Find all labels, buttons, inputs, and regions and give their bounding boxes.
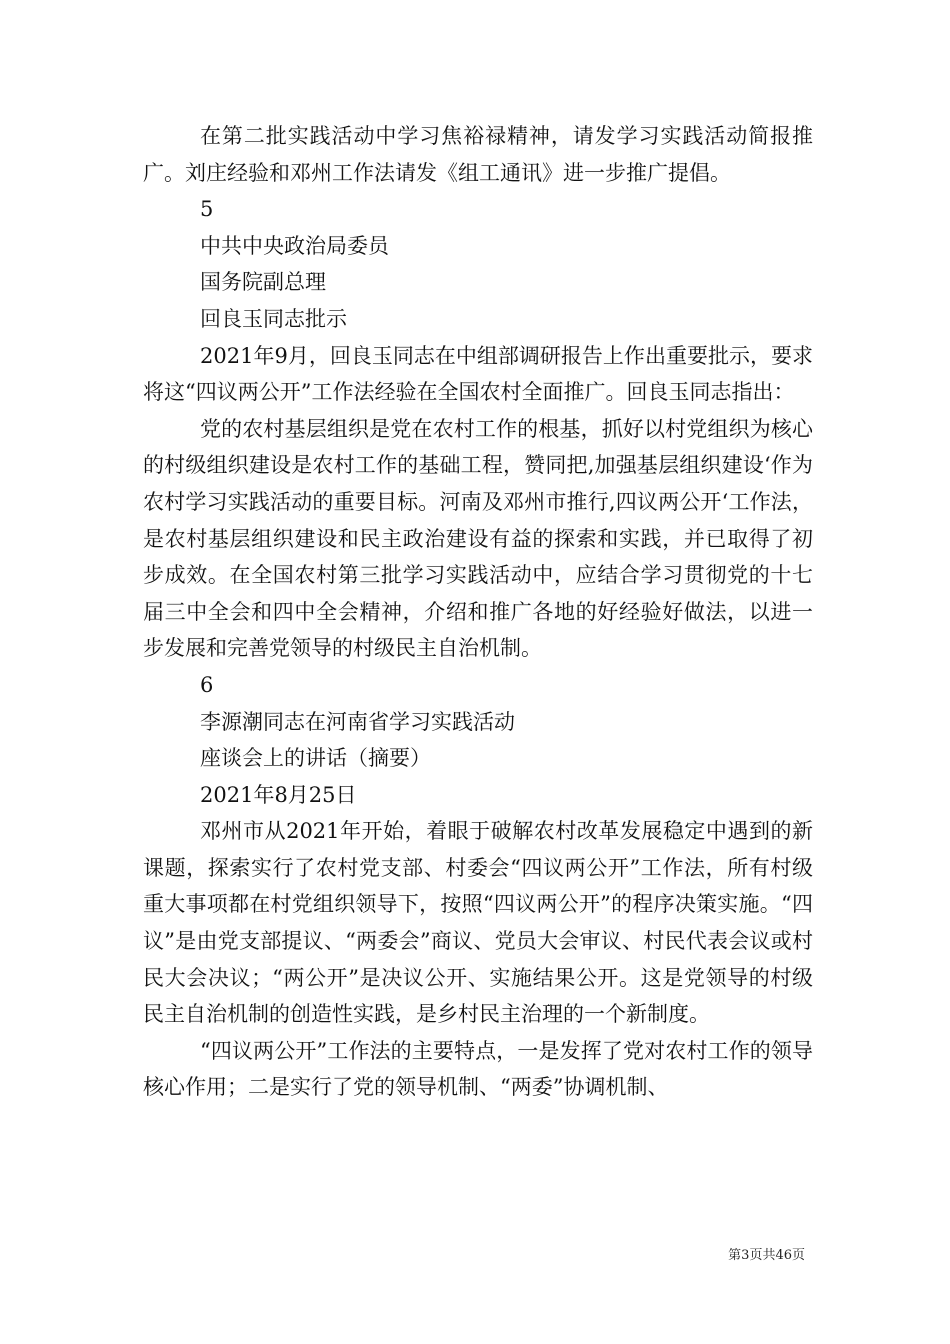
section-heading-instruction: 回良玉同志批示 bbox=[200, 306, 347, 331]
paragraph-dengzhou-method: 邓州市从2021年开始，着眼于破解农村改革发展稳定中遇到的新课题，探索实行了农村党支部、村委会“四议两公开”工作法，所有村级重大事项都在村党组织领导下，按照“四议两公开”的程序决策实施。“四议”是由党支部提议、“两委会”商议、党员大会审议、村民代表会议或村民大会决议；“两公开”是决议公开、实施结果公开。这是党领导的村级民主自治机制的创造性实践，是乡村民主治理的一个新制度。 bbox=[143, 819, 813, 1027]
section-heading-speech-subtitle: 座谈会上的讲话（摘要） bbox=[200, 746, 431, 771]
section-heading-speech: 李源潮同志在河南省学习实践活动 bbox=[200, 709, 515, 734]
paragraph-method-features: “四议两公开”工作法的主要特点，一是发挥了党对农村工作的领导核心作用；二是实行了党的领导机制、“两委”协调机制、 bbox=[143, 1038, 813, 1100]
section-heading-politburo-member: 中共中央政治局委员 bbox=[200, 233, 389, 258]
page-number-footer: 第3页共46页 bbox=[728, 1248, 805, 1263]
section-number-5: 5 bbox=[200, 197, 214, 222]
paragraph-instruction-intro: 2021年9月，回良玉同志在中组部调研报告上作出重要批示，要求将这“四议两公开”工作法经验在全国农村全面推广。回良玉同志指出： bbox=[143, 343, 813, 405]
section-date: 2021年8月25日 bbox=[200, 782, 357, 807]
paragraph-study-promotion: 在第二批实践活动中学习焦裕禄精神，请发学习实践活动简报推广。刘庄经验和邓州工作法请发《组工通讯》进一步推广提倡。 bbox=[143, 124, 813, 185]
paragraph-instruction-body: 党的农村基层组织是党在农村工作的根基，抓好以村党组织为核心的村级组织建设是农村工作的基础工程，赞同把,加强基层组织建设‘作为农村学习实践活动的重要目标。河南及邓州市推行,四议两公开‘工作法，是农村基层组织建设和民主政治建设有益的探索和实践，并已取得了初步成效。在全国农村第三批学习实践活动中，应结合学习贯彻党的十七届三中全会和四中全会精神，介绍和推广各地的好经验好做法，以进一步发展和完善党领导的村级民主自治机制。 bbox=[143, 416, 813, 661]
section-heading-vice-premier: 国务院副总理 bbox=[200, 270, 326, 295]
section-number-6: 6 bbox=[200, 672, 214, 697]
document-body bbox=[143, 118, 813, 1106]
